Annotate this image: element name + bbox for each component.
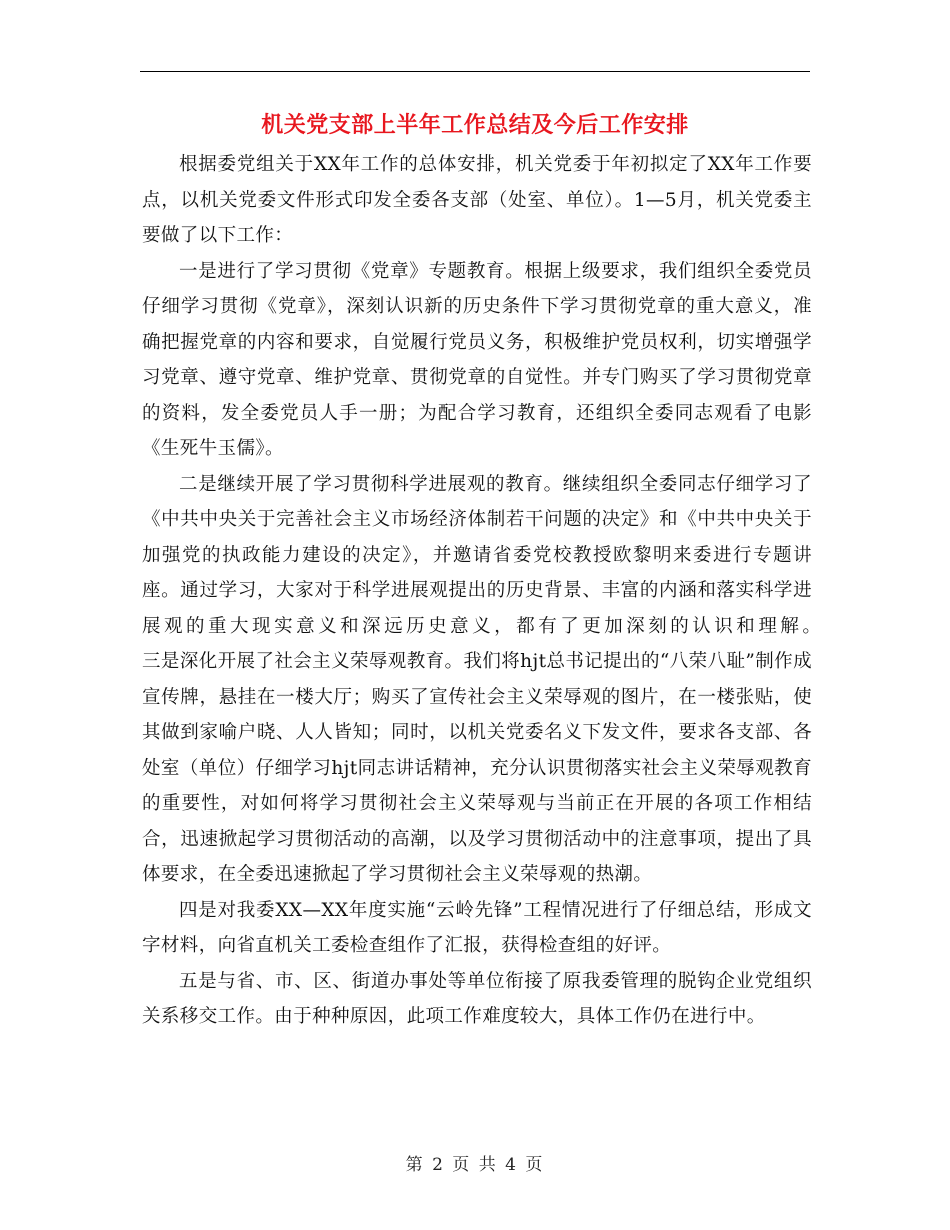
- document-title: 机关党支部上半年工作总结及今后工作安排: [261, 113, 689, 138]
- paragraph-item-one: 一是进行了学习贯彻《党章》专题教育。根据上级要求，我们组织全委党员仔细学习贯彻《党章》，深刻认识新的历史条件下学习贯彻党章的重大意义，准确把握党章的内容和要求，自觉履行党员义务，积极维护党员权利，切实增强学习党章、遵守党章、维护党章、贯彻党章的自觉性。并专门购买了学习贯彻党章的资料，发全委党员人手一册；为配合学习教育，还组织全委同志观看了电影《生死牛玉儒》。: [142, 260, 812, 459]
- document-body: [142, 147, 888, 1035]
- paragraph-item-two-three: 二是继续开展了学习贯彻科学进展观的教育。继续组织全委同志仔细学习了《中共中央关于完善社会主义市场经济体制若干问题的决定》和《中共中央关于加强党的执政能力建设的决定》，并邀请省委党校教授欧黎明来委进行专题讲座。通过学习，大家对于科学进展观提出的历史背景、丰富的内涵和落实科学进展观的重大现实意义和深远历史意义，都有了更加深刻的认识和理解。 三是深化开展了社会主义荣辱观教育。我们将hjt总书记提出的“八荣八耻”制作成宣传牌，悬挂在一楼大厅；购买了宣传社会主义荣辱观的图片，在一楼张贴，使其做到家喻户晓、人人皆知；同时，以机关党委名义下发文件，要求各支部、各处室（单位）仔细学习hjt同志讲话精神，充分认识贯彻落实社会主义荣辱观教育的重要性，对如何将学习贯彻社会主义荣辱观与当前正在开展的各项工作相结合，迅速掀起学习贯彻活动的高潮，以及学习贯彻活动中的注意事项，提出了具体要求，在全委迅速掀起了学习贯彻社会主义荣辱观的热潮。: [142, 473, 888, 885]
- paragraph-intro: 根据委党组关于XX年工作的总体安排，机关党委于年初拟定了XX年工作要点，以机关党委文件形式印发全委各支部（处室、单位）。1—5月，机关党委主要做了以下工作：: [142, 154, 812, 246]
- paragraph-item-four: 四是对我委XX—XX年度实施“云岭先锋”工程情况进行了仔细总结，形成文字材料，向省直机关工委检查组作了汇报，获得检查组的好评。: [142, 899, 812, 956]
- header-rule: [140, 71, 810, 72]
- page-number-footer: 第 2 页 共 4 页: [405, 1155, 545, 1175]
- paragraph-item-five: 五是与省、市、区、街道办事处等单位衔接了原我委管理的脱钩企业党组织关系移交工作。由于种种原因，此项工作难度较大，具体工作仍在进行中。: [142, 970, 812, 1027]
